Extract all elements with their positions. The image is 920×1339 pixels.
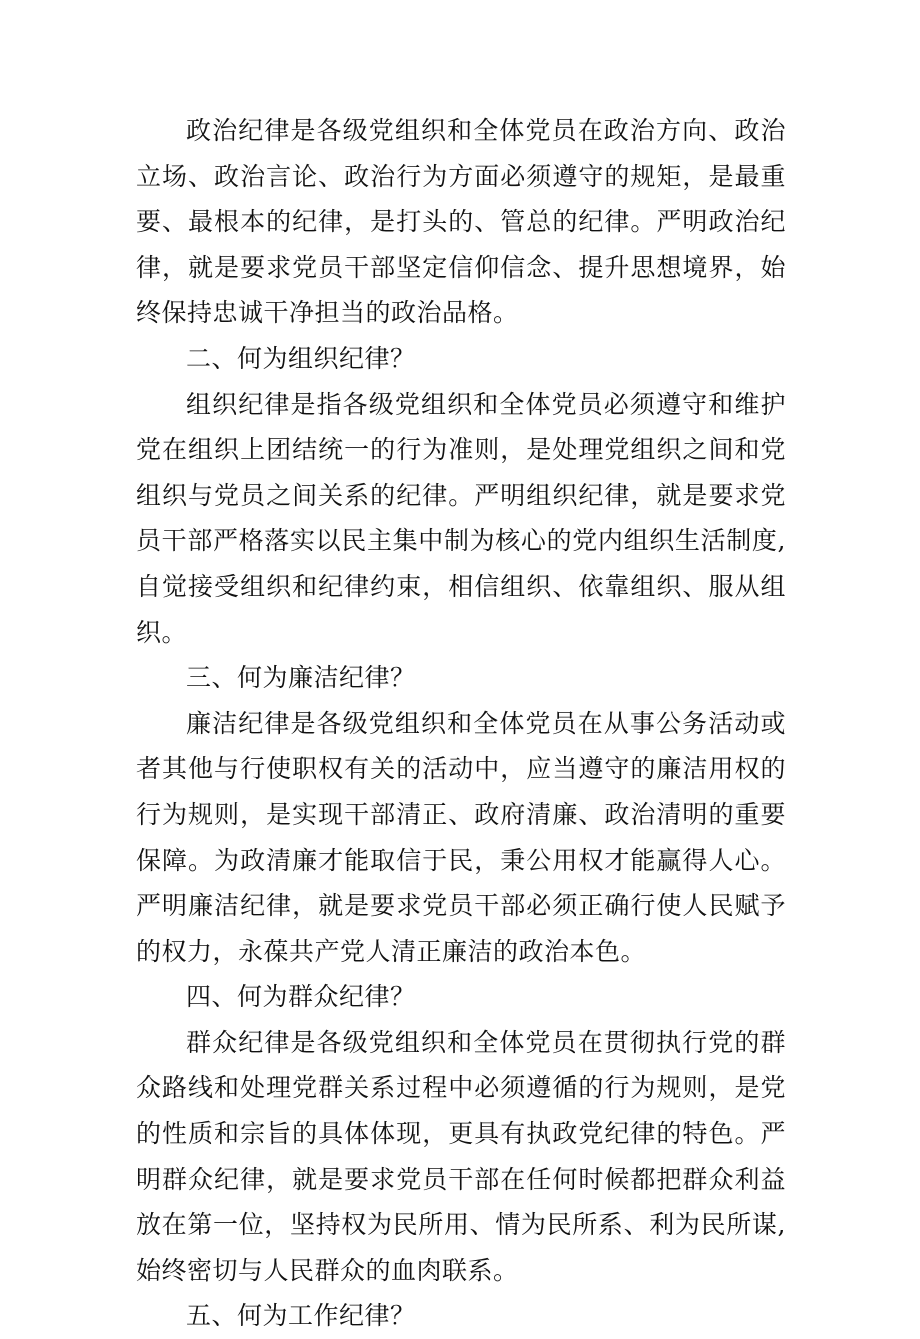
document-body	[136, 108, 786, 1339]
paragraph-organizational-discipline: 组织纪律是指各级党组织和全体党员必须遵守和维护党在组织上团结统一的行为准则，是处理党组织之间和党组织与党员之间关系的纪律。严明组织纪律，就是要求党员干部严格落实以民主集中制为核心的党内组织生活制度,自觉接受组织和纪律约束，相信组织、依靠组织、服从组织。	[136, 389, 786, 647]
paragraph-mass-discipline: 群众纪律是各级党组织和全体党员在贯彻执行党的群众路线和处理党群关系过程中必须遵循的行为规则，是党的性质和宗旨的具体体现，更具有执政党纪律的特色。严明群众纪律，就是要求党员干部在任何时候都把群众利益放在第一位，坚持权为民所用、情为民所系、利为民所谋,始终密切与人民群众的血肉联系。	[136, 1027, 786, 1285]
heading-mass-discipline: 四、何为群众纪律？	[186, 982, 416, 1012]
heading-organizational-discipline: 二、何为组织纪律？	[186, 343, 416, 373]
heading-work-discipline: 五、何为工作纪律？	[186, 1301, 416, 1331]
heading-integrity-discipline: 三、何为廉洁纪律？	[186, 663, 416, 693]
paragraph-integrity-discipline: 廉洁纪律是各级党组织和全体党员在从事公务活动或者其他与行使职权有关的活动中，应当遵守的廉洁用权的行为规则，是实现干部清正、政府清廉、政治清明的重要保障。为政清廉才能取信于民，秉公用权才能赢得人心。严明廉洁纪律，就是要求党员干部必须正确行使人民赋予的权力，永葆共产党人清正廉洁的政治本色。	[136, 708, 786, 966]
paragraph-political-discipline: 政治纪律是各级党组织和全体党员在政治方向、政治立场、政治言论、政治行为方面必须遵守的规矩，是最重要、最根本的纪律，是打头的、管总的纪律。严明政治纪律，就是要求党员干部坚定信仰信念、提升思想境界，始终保持忠诚干净担当的政治品格。	[136, 116, 786, 328]
